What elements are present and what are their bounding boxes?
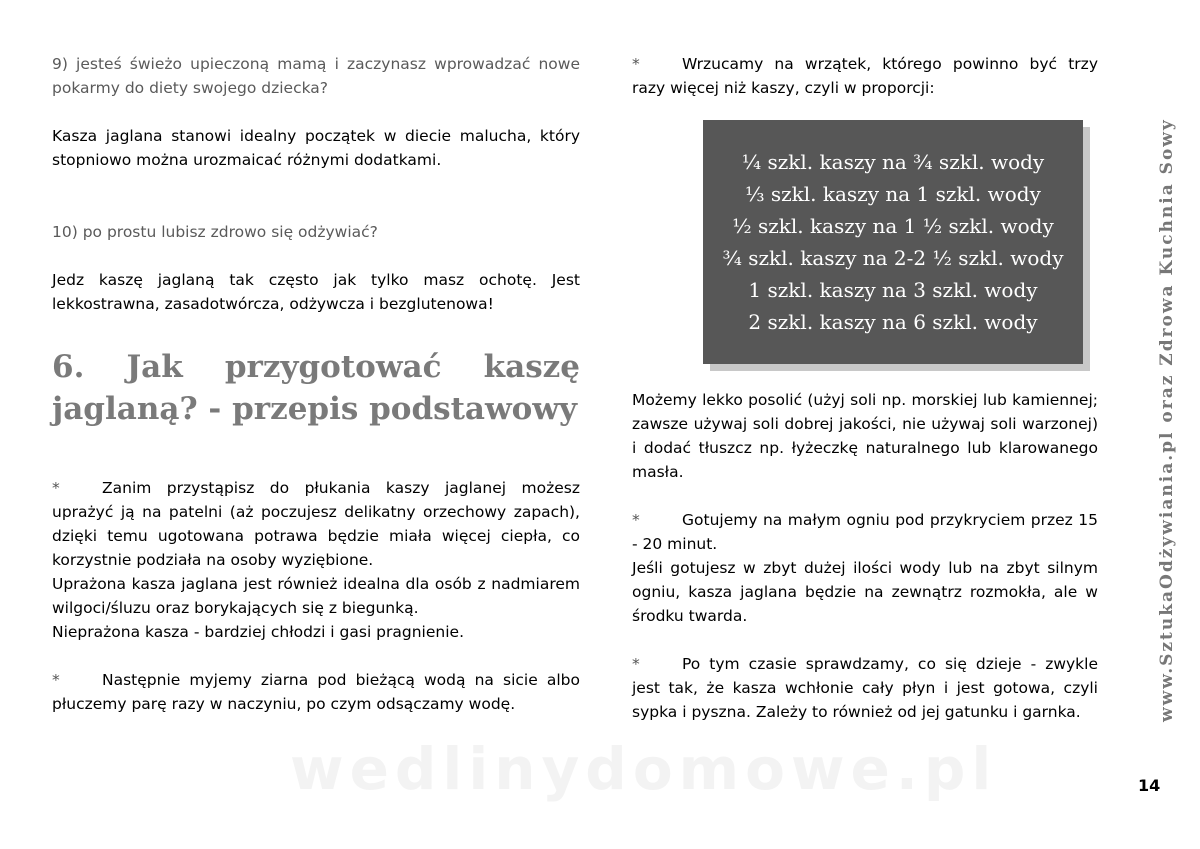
salt-paragraph: Możemy lekko posolić (użyj soli np. morskiej lub kamiennej; zawsze używaj soli dobrej jakości, nie używaj soli warzonej) i dodać tłuszcz np. łyżeczkę naturalnego lub klarowanego masła. — [632, 391, 1098, 481]
question-10: 10) po prostu lubisz zdrowo się odżywiać? — [52, 223, 378, 241]
ratio-line: ¼ szkl. kaszy na ¾ szkl. wody — [741, 150, 1045, 174]
left-column — [52, 52, 580, 716]
bullet-toast-grain: * Zanim przystąpisz do płukania kaszy jaglanej możesz uprażyć ją na patelni (aż poczujesz delikatny orzechowy zapach), dzięki temu ugotowana potrawa będzie miała więcej ciepła, co korzystnie podziała na osoby wyziębione. — [52, 476, 580, 572]
question-9: 9) jesteś świeżo upieczoną mamą i zaczynasz wprowadzać nowe pokarmy do diety swojego dziecka? — [52, 55, 580, 97]
bullet-toast-grain-cont1: Uprażona kasza jaglana jest również idealna dla osób z nadmiarem wilgoci/śluzu oraz borykających się z biegunką. — [52, 575, 580, 617]
bullet-toast-grain-cont2: Nieprażona kasza - bardziej chłodzi i gasi pragnienie. — [52, 623, 464, 641]
ratio-line: 2 szkl. kaszy na 6 szkl. wody — [748, 310, 1038, 334]
ratio-box — [703, 120, 1083, 364]
bullet-marker: * — [52, 671, 60, 689]
ratio-line: 1 szkl. kaszy na 3 szkl. wody — [748, 278, 1038, 302]
bullet-marker: * — [632, 511, 640, 529]
answer-10: Jedz kaszę jaglaną tak często jak tylko masz ochotę. Jest lekkostrawna, zasadotwórcza, odżywcza i bezglutenowa! — [52, 271, 580, 313]
bullet-marker: * — [632, 55, 640, 73]
page-number: 14 — [1138, 776, 1161, 795]
bullet-cook-cont: Jeśli gotujesz w zbyt dużej ilości wody lub na zbyt silnym ogniu, kasza jaglana będzie na zewnątrz rozmokła, ale w środku twarda. — [632, 559, 1098, 625]
answer-9: Kasza jaglana stanowi idealny początek w diecie malucha, który stopniowo można urozmaicać różnymi dodatkami. — [52, 127, 580, 169]
bullet-check: * Po tym czasie sprawdzamy, co się dzieje - zwykle jest tak, że kasza wchłonie cały płyn i jest gotowa, czyli sypka i pyszna. Zależy to również od jej gatunku i garnka. — [632, 652, 1098, 724]
ratio-line: ½ szkl. kaszy na 1 ½ szkl. wody — [732, 214, 1054, 238]
ratio-line: ⅓ szkl. kaszy na 1 szkl. wody — [745, 182, 1041, 206]
ratio-line: ¾ szkl. kaszy na 2-2 ½ szkl. wody — [722, 246, 1064, 270]
bullet-rinse-grain: * Następnie myjemy ziarna pod bieżącą wodą na sicie albo płuczemy parę razy w naczyniu, po czym odsączamy wodę. — [52, 668, 580, 716]
bullet-cook: * Gotujemy na małym ogniu pod przykryciem przez 15 - 20 minut. — [632, 508, 1098, 556]
section-heading: 6. Jak przygotować kaszę jaglaną? - przepis podstawowy — [52, 349, 580, 427]
bullet-marker: * — [52, 479, 60, 497]
bullet-marker: * — [632, 655, 640, 673]
watermark: wedlinydomowe.pl — [290, 735, 998, 803]
bullet-boiling-water: * Wrzucamy na wrzątek, którego powinno być trzy razy więcej niż kaszy, czyli w proporcji: — [632, 52, 1098, 100]
side-website-text: www.SztukaOdżywiania.pl oraz Zdrowa Kuchnia Sowy — [1157, 118, 1177, 722]
